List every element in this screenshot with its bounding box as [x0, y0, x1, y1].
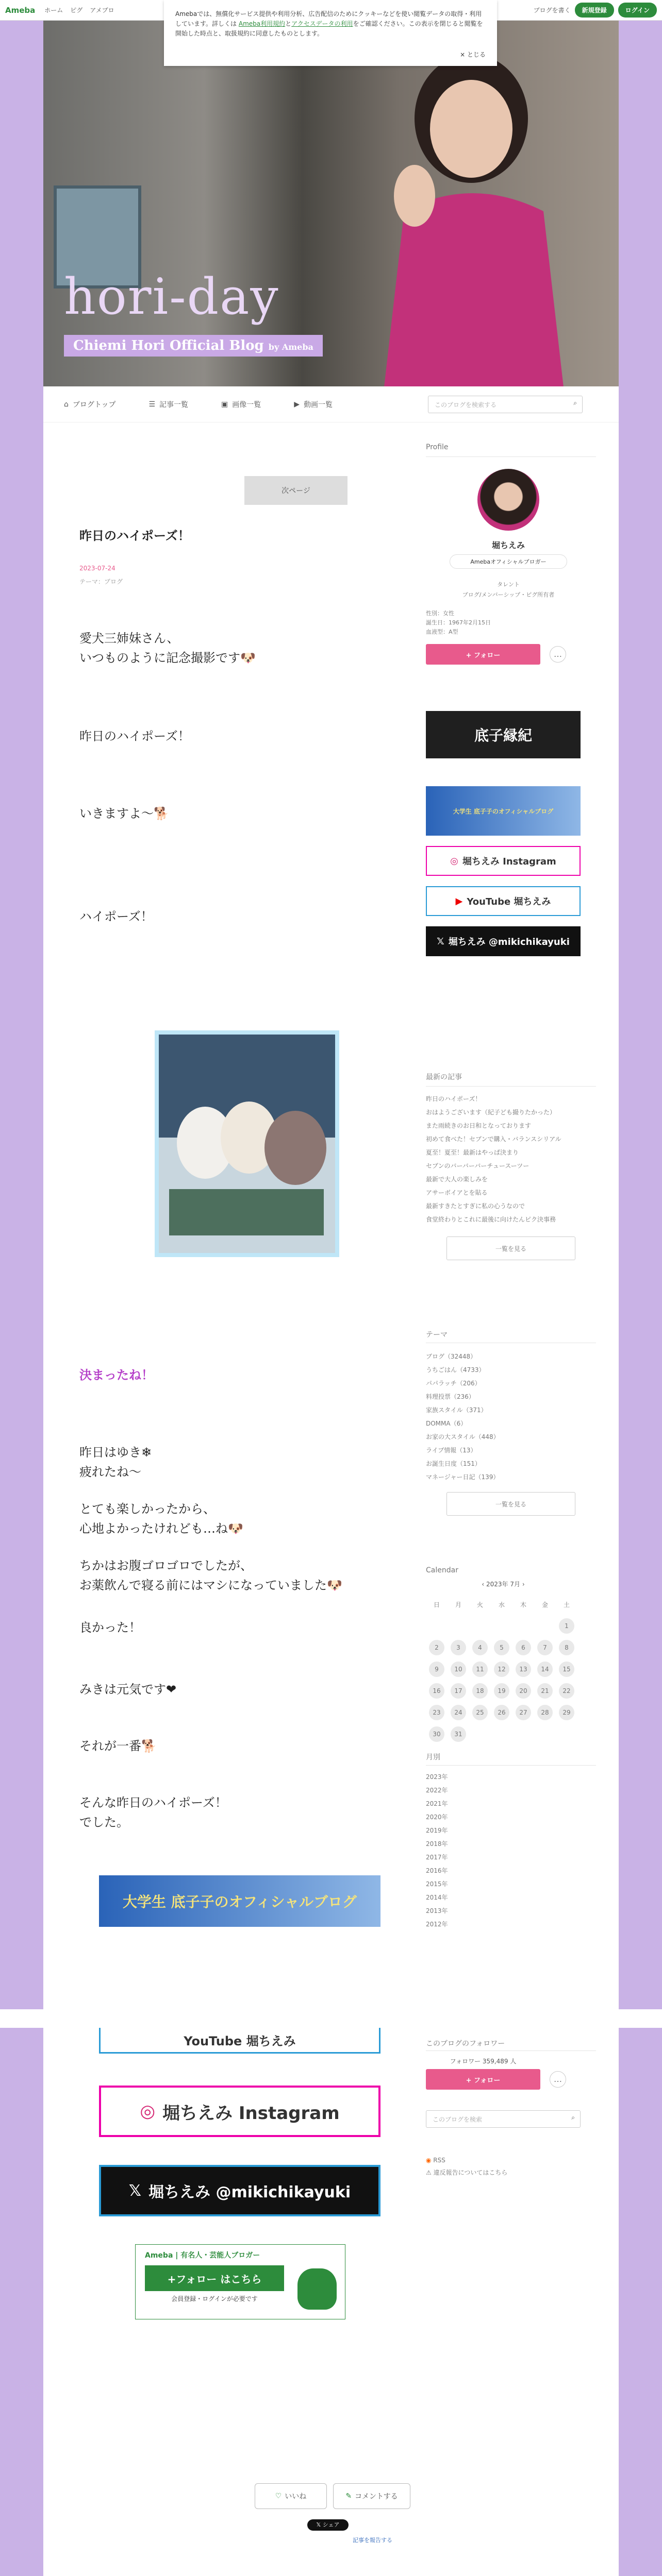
paragraph-10: [79, 1736, 409, 1756]
followers-heading: このブログのフォロワー: [426, 2040, 505, 2048]
calendar-day[interactable]: 2: [429, 1640, 444, 1655]
cookie-close-label: とじる: [467, 50, 486, 58]
x-article-label: 堀ちえみ @mikichikayuki: [148, 2183, 351, 2201]
recent-item[interactable]: セブンのバーバーバーチュースーツー: [426, 1162, 529, 1170]
archive-list: [426, 1770, 596, 1931]
login-button[interactable]: ログイン: [618, 3, 657, 18]
comment-button[interactable]: [333, 2483, 410, 2509]
youtube-icon: ▶: [455, 895, 463, 907]
archive-item[interactable]: 2019年: [426, 1827, 448, 1834]
archive-item[interactable]: 2013年: [426, 1907, 448, 1914]
calendar-day[interactable]: 1: [559, 1618, 574, 1634]
archive-heading: 月別: [426, 1753, 440, 1761]
calendar-day[interactable]: 26: [494, 1705, 509, 1720]
mascot-icon: [297, 2268, 337, 2310]
recent-item[interactable]: おはようございます（紀子ども撮りたかった）: [426, 1109, 556, 1116]
promo-header: Ameba | 有名人・芸能人ブロガー: [145, 2251, 260, 2260]
calendar-day[interactable]: 15: [559, 1662, 574, 1677]
cookie-mid: と: [285, 20, 292, 28]
calendar-dow: 土: [563, 1601, 570, 1608]
calendar-month: [426, 1580, 581, 1588]
cookie-end: をご確認ください。この表示を閉じると閲覧を開始した時点と、取扱規約に同意したものとします。: [175, 20, 483, 38]
para-line: いつものように記念撮影です🐶: [79, 651, 256, 666]
profile-birthday: 誕生日：1967年2月15日: [426, 619, 491, 626]
calendar-day: [537, 1618, 553, 1634]
para-line: 愛犬三姉妹さん、: [79, 631, 179, 646]
para-line: ちかはお腹ゴロゴロでしたが、: [79, 1558, 253, 1573]
archive-item[interactable]: 2020年: [426, 1814, 448, 1821]
youtube-banner[interactable]: [426, 886, 581, 916]
archive-item[interactable]: 2018年: [426, 1840, 448, 1848]
book-banner[interactable]: [426, 711, 581, 758]
theme-item[interactable]: DOMMA（6）: [426, 1420, 467, 1427]
nav-ameblo[interactable]: アメブロ: [90, 7, 114, 14]
calendar-day[interactable]: 23: [429, 1705, 444, 1720]
divider: [426, 2050, 596, 2051]
youtube-label: YouTube 堀ちえみ: [467, 896, 551, 907]
calendar-day[interactable]: 9: [429, 1662, 444, 1677]
calendar-day[interactable]: 10: [451, 1662, 466, 1677]
theme-item[interactable]: うちごはん（4733）: [426, 1366, 485, 1374]
instagram-article-banner[interactable]: [99, 2086, 380, 2137]
divider: [426, 1765, 596, 1766]
para-line: とても楽しかったから、: [79, 1502, 216, 1516]
calendar-dow: 火: [476, 1601, 483, 1608]
report-violation-link[interactable]: [426, 2168, 507, 2177]
calendar-heading: Calendar: [426, 1566, 458, 1574]
share-x-button[interactable]: 𝕏 シェア: [307, 2519, 349, 2531]
x-label: 堀ちえみ @mikichikayuki: [448, 937, 570, 947]
video-icon: ▶: [294, 400, 300, 409]
instagram-article-icon: ◎: [140, 2101, 156, 2122]
main-content: [43, 422, 619, 2009]
share-label: シェア: [322, 2521, 340, 2528]
calendar-day[interactable]: 22: [559, 1683, 574, 1699]
calendar-day: [516, 1618, 531, 1634]
calendar-dow: 木: [520, 1601, 526, 1608]
calendar-day[interactable]: 29: [559, 1705, 574, 1720]
calendar-day[interactable]: 8: [559, 1640, 574, 1655]
header-portrait: [347, 41, 564, 386]
follower-count: フォロワー 359,489 人: [450, 2058, 517, 2065]
search-placeholder: このブログを検索する: [435, 401, 497, 409]
para-line: みきは元気です❤: [79, 1682, 177, 1697]
paragraph-6: [79, 1499, 409, 1539]
more-menu-button[interactable]: …: [550, 646, 566, 663]
para-line: 昨日はゆき❄: [79, 1445, 152, 1460]
prev-month-icon[interactable]: ‹: [482, 1581, 486, 1588]
divider: [426, 1086, 596, 1087]
like-label: いいね: [285, 2493, 307, 2501]
blog-header-image[interactable]: [43, 21, 619, 386]
sidebar-search-placeholder: このブログを検索: [433, 2116, 483, 2123]
archive-item[interactable]: 2016年: [426, 1867, 448, 1874]
article-date: 2023-07-24: [79, 565, 115, 572]
calendar-day[interactable]: 12: [494, 1662, 509, 1677]
archive-item[interactable]: 2015年: [426, 1880, 448, 1888]
recent-item[interactable]: 夏至！夏至！最新はやっぱ決まり: [426, 1149, 519, 1156]
powered-by: by Ameba: [268, 342, 313, 352]
calendar-day[interactable]: 4: [472, 1640, 488, 1655]
recent-item[interactable]: また雨続きのお日和となっております: [426, 1122, 532, 1129]
calendar-day[interactable]: 19: [494, 1683, 509, 1699]
paragraph-2: [79, 726, 409, 746]
calendar-day: [494, 1618, 509, 1634]
rss-label: RSS: [433, 2157, 445, 2164]
paragraph-8: [79, 1618, 409, 1637]
recent-heading: 最新の記事: [426, 1073, 462, 1081]
menu-image-list-label: 画像一覧: [232, 400, 261, 409]
home-icon: ⌂: [64, 400, 69, 409]
calendar-day[interactable]: 18: [472, 1683, 488, 1699]
like-icon: ♡: [275, 2492, 282, 2500]
profile-blood: 血液型：A型: [426, 629, 458, 635]
profile-occ: ブログ/メンバーシップ・ピグ所有者: [462, 591, 555, 598]
calendar-day[interactable]: 3: [451, 1640, 466, 1655]
next-page-button[interactable]: 次ページ: [244, 476, 347, 505]
para-line: お薬飲んで寝る前にはマシになっていました🐶: [79, 1578, 342, 1593]
youtube-article-label: YouTube 堀ちえみ: [184, 2034, 296, 2048]
sidebar-follow-label: + フォロー: [466, 2076, 501, 2084]
official-badge: [450, 554, 567, 569]
report-link[interactable]: 記事を報告する: [353, 2537, 392, 2544]
theme-item[interactable]: マネージャー日記（139）: [426, 1473, 500, 1481]
list-icon: ☰: [148, 400, 156, 409]
ameba-follow-promo[interactable]: [135, 2244, 345, 2319]
calendar-day[interactable]: 27: [516, 1705, 531, 1720]
menu-entry-list-label: 記事一覧: [159, 400, 189, 409]
profile-name[interactable]: 堀ちえみ: [491, 540, 525, 550]
divider: [426, 456, 596, 457]
dogs-photo[interactable]: [155, 1030, 339, 1257]
blog-title: hori-day: [64, 268, 279, 326]
cookie-text: Amebaでは、無償化サービス提供や利用分析、広告配信のためにクッキーなどを使い閲覧データの取得・利用しています。詳しくは: [175, 10, 482, 28]
calendar-day[interactable]: 28: [537, 1705, 553, 1720]
menu-blog-top[interactable]: [64, 399, 115, 410]
menu-video-list[interactable]: [294, 399, 333, 410]
sidebar-follow-button[interactable]: [426, 2069, 540, 2090]
x-icon: 𝕏: [437, 936, 444, 947]
calendar-day[interactable]: 14: [537, 1662, 553, 1677]
write-blog-link[interactable]: ブログを書く: [533, 7, 571, 14]
promo-follow-button[interactable]: +フォロー はこちら: [145, 2265, 284, 2291]
search-icon[interactable]: ⌕: [571, 2114, 575, 2121]
comment-label: コメントする: [355, 2493, 398, 2501]
daughter-blog-side-banner[interactable]: [426, 786, 581, 836]
recent-item[interactable]: 最新で大人の楽しみを: [426, 1176, 488, 1183]
paragraph-4: [79, 907, 409, 926]
cookie-notice: [164, 0, 497, 66]
archive-item[interactable]: 2017年: [426, 1854, 448, 1861]
book-banner-label: 底子縁紀: [474, 727, 532, 744]
youtube-article-banner[interactable]: [99, 2028, 380, 2054]
search-icon[interactable]: ⌕: [573, 399, 577, 406]
calendar-dow: 金: [541, 1601, 548, 1608]
para-line: 疲れたね〜: [79, 1465, 141, 1480]
recent-item[interactable]: 初めて食べた！セブンで購入・バランスシリアル: [426, 1136, 561, 1143]
instagram-label: 堀ちえみ Instagram: [462, 856, 556, 867]
calendar-grid: [426, 1597, 581, 1742]
promo-note: 会員登録・ログインが必要です: [171, 2295, 258, 2302]
x-article-icon: 𝕏: [128, 2181, 142, 2200]
theme-more-button[interactable]: 一覧を見る: [446, 1492, 575, 1516]
theme-item[interactable]: 家族スタイル（371）: [426, 1406, 487, 1414]
archive-item[interactable]: 2023年: [426, 1773, 448, 1781]
para-line: でした。: [79, 1815, 129, 1830]
ameba-logo[interactable]: Ameba: [5, 5, 36, 15]
rss-icon: ◉: [426, 2157, 434, 2164]
official-badge-label: Amebaオフィシャルブロガー: [470, 558, 547, 565]
signup-button[interactable]: 新規登録: [575, 3, 614, 18]
calendar: [426, 1566, 581, 1742]
archive-item[interactable]: 2014年: [426, 1894, 448, 1901]
sidebar-search-input[interactable]: [426, 2110, 581, 2128]
para-line: いきますよ〜🐕: [79, 806, 169, 821]
calendar-day[interactable]: 11: [472, 1662, 488, 1677]
profile-heading: Profile: [426, 443, 449, 451]
archive-item[interactable]: 2012年: [426, 1921, 448, 1928]
access-data-link[interactable]: アクセスデータの利用: [291, 20, 353, 28]
calendar-day: [429, 1618, 444, 1634]
blog-subtitle-text: Chiemi Hori Official Blog: [73, 338, 264, 353]
next-month-icon[interactable]: ›: [520, 1581, 525, 1588]
x-banner[interactable]: [426, 926, 581, 956]
daughter-blog-banner[interactable]: [99, 1875, 380, 1927]
paragraph-1: [79, 629, 409, 668]
para-line: それが一番🐕: [79, 1739, 157, 1753]
theme-list: [426, 1350, 596, 1484]
photo-caption: 決まったね！: [79, 1368, 154, 1382]
profile-job: タレント: [497, 581, 520, 588]
recent-list: [426, 1092, 596, 1226]
cookie-close-button[interactable]: [460, 50, 486, 60]
comment-icon: ✎: [345, 2492, 352, 2500]
theme-heading: テーマ: [426, 1331, 448, 1339]
blog-menu: [43, 386, 619, 422]
blog-search-input[interactable]: [428, 396, 583, 413]
follow-button[interactable]: [426, 644, 540, 665]
report-violation-label: 違反報告についてはこちら: [433, 2169, 508, 2176]
daughter-blog-label: 大学生 底子子のオフィシャルブログ: [122, 1893, 357, 1910]
rss-link[interactable]: [426, 2157, 445, 2164]
recent-item[interactable]: 最新すきたとすぎに私の心うなので: [426, 1202, 525, 1210]
theme-item[interactable]: お誕生日度（151）: [426, 1460, 481, 1467]
recent-item[interactable]: アサーボイアとを貼る: [426, 1189, 488, 1196]
main-content-lower: [43, 2028, 619, 2576]
calendar-day[interactable]: 16: [429, 1683, 444, 1699]
calendar-day[interactable]: 5: [494, 1640, 509, 1655]
follow-label: + フォロー: [466, 651, 501, 659]
calendar-day[interactable]: 6: [516, 1640, 531, 1655]
paragraph-5: [79, 1443, 409, 1482]
para-line: 心地よかったけれども…ね🐶: [79, 1521, 243, 1536]
image-icon: ▣: [221, 400, 228, 409]
para-line: 昨日のハイポーズ！: [79, 729, 190, 743]
calendar-dow: 月: [455, 1601, 461, 1608]
para-line: ハイポーズ！: [79, 909, 153, 924]
calendar-day[interactable]: 7: [537, 1640, 553, 1655]
like-button[interactable]: [255, 2483, 327, 2509]
avatar[interactable]: [477, 469, 539, 531]
recent-item[interactable]: 昨日のハイポーズ！: [426, 1095, 482, 1103]
top-nav: [44, 6, 114, 14]
calendar-dow: 水: [498, 1601, 505, 1608]
para-line: 良かった！: [79, 1620, 141, 1635]
paragraph-9: [79, 1680, 409, 1699]
paragraph-7: [79, 1556, 409, 1596]
calendar-day[interactable]: 30: [429, 1726, 444, 1742]
menu-blog-top-label: ブログトップ: [72, 400, 116, 409]
calendar-day: [451, 1618, 466, 1634]
calendar-day[interactable]: 21: [537, 1683, 553, 1699]
instagram-article-label: 堀ちえみ Instagram: [162, 2103, 340, 2124]
close-icon: ×: [460, 50, 467, 58]
recent-item[interactable]: 食堂終わりとこれに最後に向けたんピク決事務: [426, 1216, 556, 1223]
archive-item[interactable]: 2021年: [426, 1800, 448, 1807]
theme-item[interactable]: 料理投票（236）: [426, 1393, 475, 1400]
calendar-day[interactable]: 25: [472, 1705, 488, 1720]
warning-icon: ⚠: [426, 2169, 434, 2176]
calendar-day[interactable]: 31: [451, 1726, 466, 1742]
calendar-day[interactable]: 17: [451, 1683, 466, 1699]
nav-pigg[interactable]: ピグ: [70, 7, 83, 14]
calendar-day[interactable]: 20: [516, 1683, 531, 1699]
x-article-banner[interactable]: [99, 2165, 380, 2216]
calendar-day[interactable]: 24: [451, 1705, 466, 1720]
recent-more-button[interactable]: 一覧を見る: [446, 1236, 575, 1260]
theme-item[interactable]: パパラッチ（206）: [426, 1380, 481, 1387]
archive-item[interactable]: 2022年: [426, 1787, 448, 1794]
article-theme[interactable]: テーマ：ブログ: [79, 578, 123, 585]
dogs-illustration: [159, 1035, 335, 1253]
blog-subtitle: [64, 335, 323, 357]
calendar-month-label: 2023年 7月: [486, 1581, 520, 1588]
instagram-icon: ◎: [450, 855, 458, 867]
nav-home[interactable]: ホーム: [44, 7, 63, 14]
para-line: そんな昨日のハイポーズ！: [79, 1795, 227, 1810]
daughter-blog-side-label: 大学生 底子子のオフィシャルブログ: [453, 807, 554, 815]
page-break: [0, 2009, 662, 2028]
article-title[interactable]: 昨日のハイポーズ！: [79, 529, 190, 543]
instagram-banner[interactable]: [426, 846, 581, 876]
terms-link[interactable]: Ameba利用規約: [238, 20, 286, 28]
paragraph-3: [79, 804, 409, 823]
sidebar-more-button[interactable]: …: [550, 2071, 566, 2088]
theme-item[interactable]: ライブ情報（13）: [426, 1447, 477, 1454]
calendar-day: [472, 1618, 488, 1634]
menu-image-list[interactable]: [221, 399, 261, 410]
theme-item[interactable]: ブログ（32448）: [426, 1353, 477, 1360]
calendar-day[interactable]: 13: [516, 1662, 531, 1677]
profile-gender: 性別：女性: [426, 610, 454, 617]
top-actions: [534, 3, 657, 18]
menu-entry-list[interactable]: [148, 399, 188, 410]
menu-video-list-label: 動画一覧: [304, 400, 333, 409]
calendar-dow: 日: [433, 1601, 440, 1608]
theme-item[interactable]: お家の大スタイル（448）: [426, 1433, 500, 1440]
paragraph-11: [79, 1793, 409, 1833]
